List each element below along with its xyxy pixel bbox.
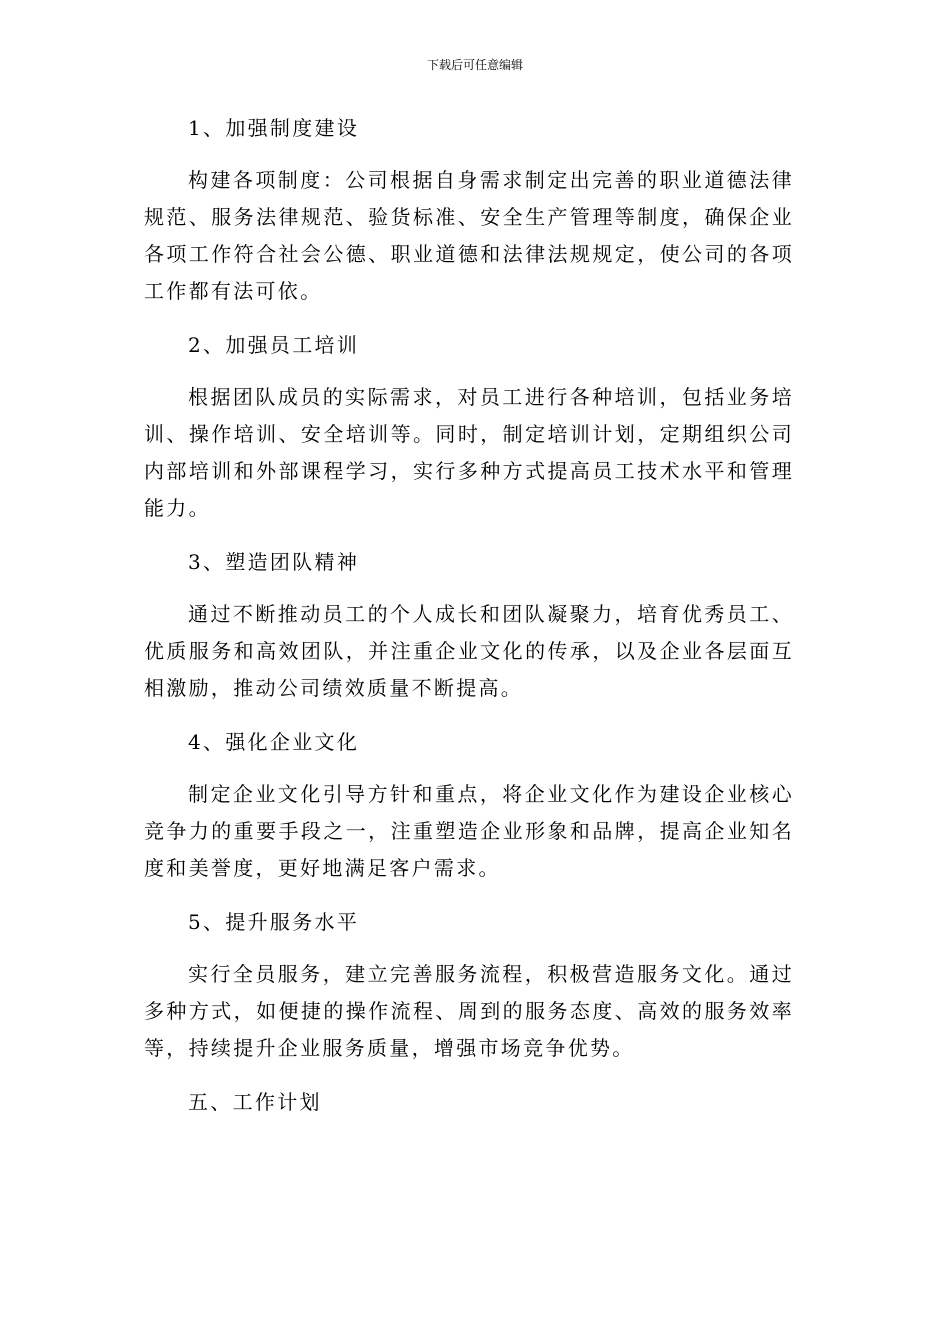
section-heading-2: 2、加强员工培训 [188, 333, 360, 357]
section-paragraph-4: 制定企业文化引导方针和重点，将企业文化作为建设企业核心竞争力的重要手段之一，注重塑造企业形象和品牌，提高企业知名度和美誉度，更好地满足客户需求。 [144, 782, 794, 880]
section-paragraph-2: 根据团队成员的实际需求，对员工进行各种培训，包括业务培训、操作培训、安全培训等。同时，制定培训计划，定期组织公司内部培训和外部课程学习，实行多种方式提高员工技术水平和管理能力。 [144, 385, 794, 520]
section-heading-3: 3、塑造团队精神 [188, 550, 360, 574]
page-header: 下载后可任意编辑 [426, 58, 523, 72]
section-heading-5: 5、提升服务水平 [188, 910, 360, 934]
section-heading-1: 1、加强制度建设 [188, 116, 360, 140]
document-body [144, 110, 794, 1121]
section-paragraph-1: 构建各项制度：公司根据自身需求制定出完善的职业道德法律规范、服务法律规范、验货标准、安全生产管理等制度，确保企业各项工作符合社会公德、职业道德和法律法规规定，使公司的各项工作都有法可依。 [144, 168, 794, 303]
section-paragraph-5: 实行全员服务，建立完善服务流程，积极营造服务文化。通过多种方式，如便捷的操作流程、周到的服务态度、高效的服务效率等，持续提升企业服务质量，增强市场竞争优势。 [144, 962, 794, 1060]
section-paragraph-3: 通过不断推动员工的个人成长和团队凝聚力，培育优秀员工、优质服务和高效团队，并注重企业文化的传承，以及企业各层面互相激励，推动公司绩效质量不断提高。 [144, 602, 794, 700]
section-heading-4: 4、强化企业文化 [188, 730, 360, 754]
final-heading: 五、工作计划 [188, 1090, 322, 1114]
